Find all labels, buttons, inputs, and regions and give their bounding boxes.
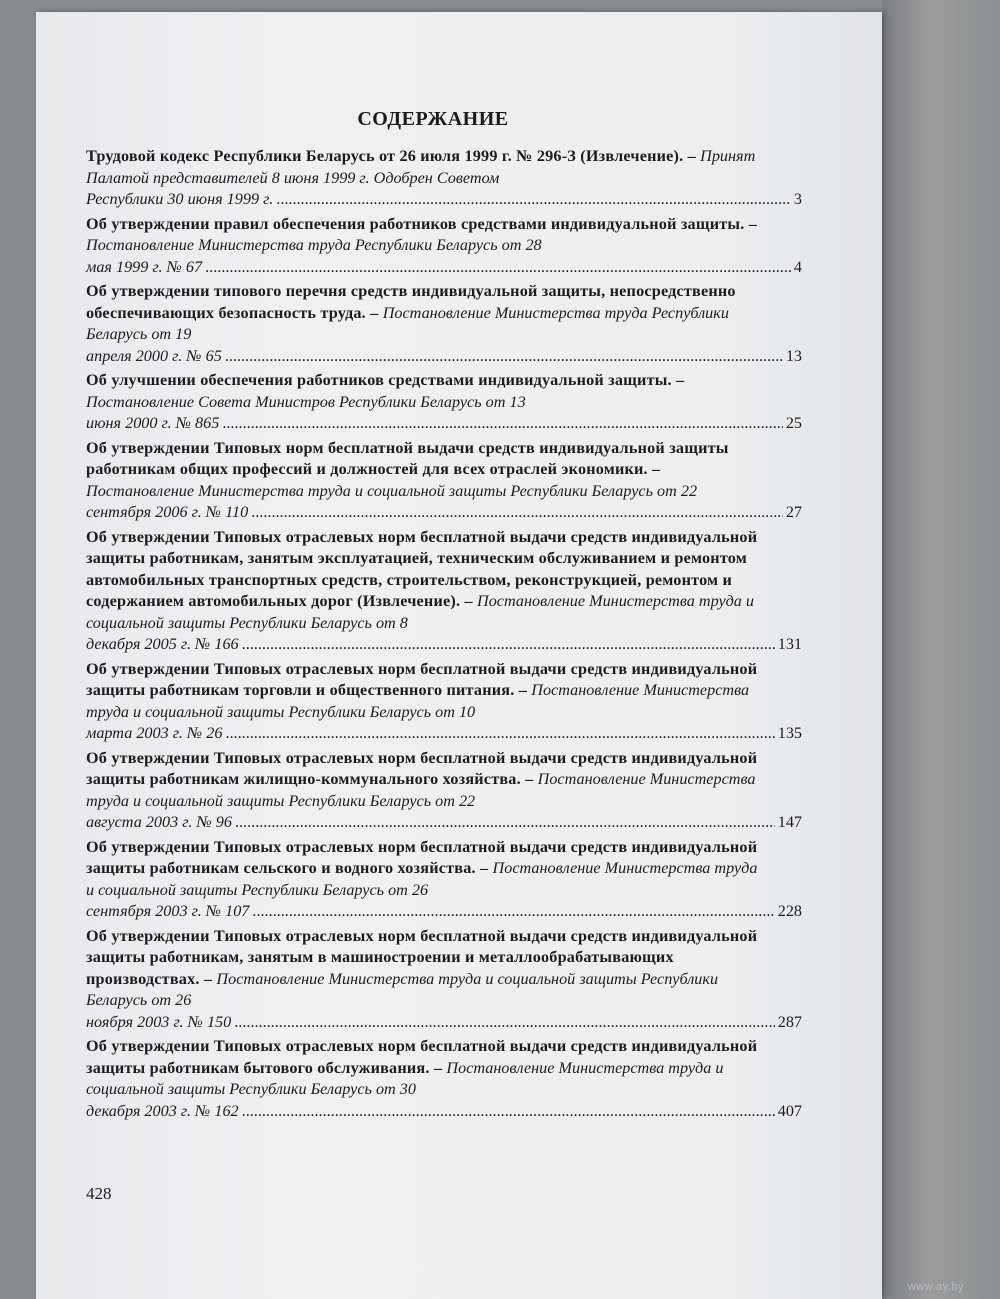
toc-entry [86,748,802,834]
toc-entry [86,281,802,367]
leader-dots [252,901,774,923]
toc-entry-title: Об утверждении Типовых норм бесплатной выдачи средств индивидуальной защиты работникам общих профессий и должностей для всех отраслей экономики. – [86,438,729,478]
toc-entry-source-end: марта 2003 г. № 26 [86,724,223,742]
toc-entry-page: 407 [777,1101,802,1120]
leader-dots [205,257,791,279]
toc-entry-title: Об утверждении Типовых отраслевых норм бесплатной выдачи средств индивидуальной защиты работникам, занятым в машиностроении и металлообрабатывающих производствах. – [86,926,758,988]
toc-entry [86,214,802,279]
toc-entry [86,438,802,524]
toc-entry-source-end: ноября 2003 г. № 150 [86,1012,232,1031]
toc-entry-last-line [86,257,802,279]
toc-entry-page: 27 [785,503,802,521]
toc-entry [86,370,802,435]
toc-entry [86,659,802,745]
toc-entry-title: Трудовой кодекс Республики Беларусь от 26 июля 1999 г. № 296-З (Извлечение). – [86,147,701,165]
toc-entry-source: Постановление Министерства труда и социальной защиты Республики Беларусь от 10 [86,681,750,721]
toc-entry-page: 147 [777,813,802,831]
leader-dots [234,1012,774,1034]
toc-entry-last-line [86,346,802,368]
toc-entry-page: 25 [785,414,802,432]
toc-entry-source: Постановление Министерства труда и социальной защиты Республики Беларусь от 30 [86,1058,724,1098]
toc-entry-source: Постановление Министерства труда и социальной защиты Республики Беларусь от 26 [86,969,719,1009]
toc-entry-source-end: мая 1999 г. № 67 [86,257,203,276]
toc-entry-source-end: августа 2003 г. № 96 [86,813,232,831]
toc-entry-source-end: сентября 2006 г. № 110 [86,503,249,521]
toc-entry-source-end: декабря 2003 г. № 162 [86,1101,239,1120]
toc-entry-title: Об улучшении обеспечения работников средствами индивидуальной защиты. – [86,371,685,389]
toc-entry-title: Об утверждении Типовых отраслевых норм бесплатной выдачи средств индивидуальной защиты работникам бытового обслуживания. – [86,1037,758,1077]
toc-entry-source: Постановление Министерства труда и социальной защиты Республики Беларусь от 8 [86,592,755,632]
page-number: 428 [86,1184,112,1203]
toc-entry-page: 4 [793,257,802,276]
toc-entry-page: 135 [777,724,802,742]
toc-entry-source: Постановление Министерства труда и социальной защиты Республики Беларусь от 22 [86,481,698,500]
toc-entry-page: 3 [793,190,802,208]
toc-entry [86,837,802,923]
toc-entry-title: Об утверждении правил обеспечения работников средствами индивидуальной защиты. – [86,214,758,233]
toc-entry-last-line [86,634,802,656]
toc-entry-last-line [86,812,802,834]
adjacent-page-edge [882,0,1000,1299]
leader-dots [251,502,783,524]
toc-entry [86,146,802,211]
leader-dots [225,346,783,368]
toc-entry-page: 13 [785,346,802,365]
toc-entry-source: Постановление Совета Министров Республики Беларусь от 13 [86,392,526,411]
toc-entry-last-line [86,723,802,745]
leader-dots [242,1101,775,1123]
toc-entry-source-end: июня 2000 г. № 865 [86,414,220,432]
leader-dots [235,812,775,834]
leader-dots [225,723,774,745]
toc-entry-source: Принят Палатой представителей 8 июня 1999 г. Одобрен Советом [86,147,756,187]
toc-entry-last-line [86,413,802,435]
leader-dots [242,634,775,656]
toc-entry-last-line [86,1101,802,1123]
leader-dots [276,189,791,211]
page-title: СОДЕРЖАНИЕ [357,108,509,130]
toc-entry-source: Постановление Министерства труда и социальной защиты Республики Беларусь от 22 [86,770,756,810]
toc-entry-last-line [86,1012,802,1034]
toc-entry [86,1036,802,1122]
toc-entry-title: Об утверждении типового перечня средств индивидуальной защиты, непосредственно обеспечивающих безопасность труда. – [86,282,736,322]
toc-entry [86,926,802,1034]
toc-entry-title: Об утверждении Типовых отраслевых норм бесплатной выдачи средств индивидуальной защиты работникам сельского и водного хозяйства. – [86,837,758,877]
toc-entry-last-line [86,189,802,211]
toc-entry-page: 228 [777,902,802,920]
toc-entry-last-line [86,901,802,923]
toc-entry-source: Постановление Министерства труда Республики Беларусь от 28 [86,236,542,254]
watermark: www.ay.by [907,1281,964,1293]
toc-entry-title: Об утверждении Типовых отраслевых норм бесплатной выдачи средств индивидуальной защиты работникам жилищно-коммунального хозяйства. – [86,748,758,788]
table-of-contents [86,146,802,1125]
toc-entry-last-line [86,502,802,524]
toc-entry-title: Об утверждении Типовых отраслевых норм бесплатной выдачи средств индивидуальной защиты работникам, занятым эксплуатацией, техническим обслуживанием и ремонтом автомобильных транспортных средств, строительством, реконструкцией, ремонтом и содержанием автомобильных дорог (Извлечение). – [86,527,758,610]
toc-entry-source-end: апреля 2000 г. № 65 [86,346,222,365]
toc-entry [86,527,802,656]
toc-entry-source: Постановление Министерства труда и социальной защиты Республики Беларусь от 26 [86,859,758,899]
toc-entry-page: 287 [777,1012,802,1031]
leader-dots [222,413,782,435]
toc-entry-title: Об утверждении Типовых отраслевых норм бесплатной выдачи средств индивидуальной защиты работникам торговли и общественного питания. – [86,659,758,699]
toc-entry-source: Постановление Министерства труда Республики Беларусь от 19 [86,303,729,343]
toc-entry-page: 131 [777,635,802,653]
toc-entry-source-end: сентября 2003 г. № 107 [86,902,250,920]
toc-entry-source-end: Республики 30 июня 1999 г. [86,190,274,208]
toc-entry-source-end: декабря 2005 г. № 166 [86,635,239,653]
